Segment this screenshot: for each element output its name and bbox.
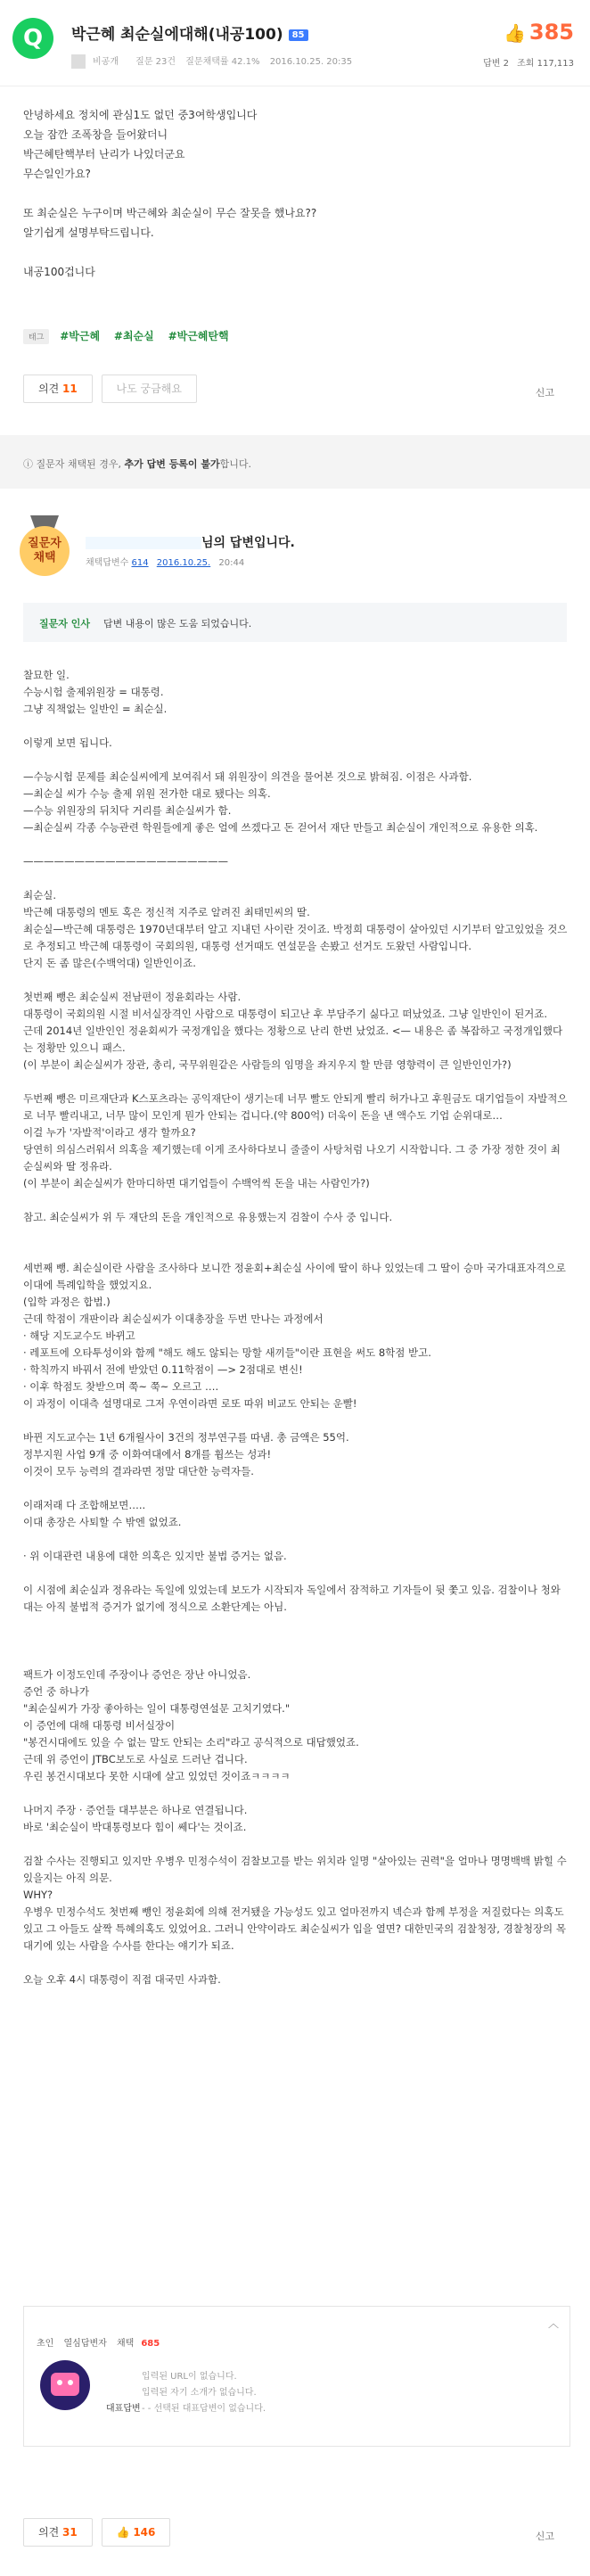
author[interactable]	[71, 57, 126, 67]
profile-avatar[interactable]	[40, 2360, 90, 2410]
answer-line: 단지 돈 좀 많은(수백억대) 일반인이죠.	[23, 957, 196, 969]
answer-line: 팩트가 이정도인데 주장이나 증언은 장난 아니었음.	[23, 1668, 251, 1681]
opinion-label: 의견	[38, 383, 60, 395]
answer-line	[23, 1412, 569, 1429]
answer-line: · 위 이대관련 내용에 대한 의혹은 있지만 불법 증거는 없음.	[23, 1550, 287, 1562]
answer-line: 찰묘한 일.	[23, 669, 70, 681]
answer-line	[23, 1226, 569, 1243]
opinion-count: 31	[62, 2526, 78, 2539]
grade: 초인	[37, 2339, 54, 2349]
answer-line: (입학 과정은 합법.)	[23, 1296, 111, 1308]
question-line	[23, 243, 558, 262]
meta-count: 질문 23건	[135, 57, 176, 67]
adopted-points: 685	[141, 2339, 160, 2349]
answer-like-button[interactable]	[102, 2518, 171, 2547]
answer-line	[23, 1565, 569, 1582]
answer-line	[23, 1531, 569, 1548]
answerer-name	[86, 533, 295, 551]
badge-title: 열심답변자	[63, 2339, 107, 2349]
answer-line	[23, 1480, 569, 1497]
tag-icon: 태그	[23, 329, 49, 344]
answer-line	[23, 1243, 569, 1260]
answer-line: (이 부분이 최순실씨가 장관, 총리, 국무위원같은 사람들의 임명을 좌지우지 할 만큼 영향력이 큰 일반인인가?)	[23, 1058, 512, 1071]
question-line: 안녕하세요 정치에 관심1도 없던 중3여학생입니다	[23, 109, 258, 121]
answer-line: 우병우 민정수석도 첫번째 뺑인 정윤회에 의해 전거됐을 가능성도 있고 얼마전까지 넥슨과 함께 부정을 저질렀다는 의혹도 있고 그 아들도 살짝 특혜의혹도 있었어요. 그러니 안약이라도 최순실씨가 입을 열면? 대한민국의 검찰청장, 경찰청장의 목대기에 있는 사람을 수사를 한다는 얘기가 되죠.	[23, 1905, 566, 1952]
author-name: 비공개	[93, 57, 119, 67]
answer-footer	[23, 2518, 567, 2550]
answer-line: 대통령이 국회의원 시절 비서실장격인 사람으로 대통령이 되고난 후 부담주기 싫다고 떠났었죠. 그냥 일반인이 된거죠.	[23, 1008, 548, 1020]
answer-line	[23, 1192, 569, 1209]
tag-list	[23, 328, 240, 344]
answer-line: 오늘 오후 4시 대통령이 직접 대국민 사과함.	[23, 1973, 221, 1986]
notice-text: 질문자 채택된 경우,	[36, 458, 121, 470]
notice	[23, 457, 251, 471]
view-count: 조회 117,113	[517, 59, 574, 69]
notice-bold: 추가 답변 등록이 불가	[124, 458, 220, 470]
answer-line: 근데 위 증언이 JTBC보도로 사실로 드러난 겁니다.	[23, 1753, 248, 1765]
answer-line: 이것이 모두 능력의 결과라면 정말 대단한 능력자들.	[23, 1465, 254, 1477]
line-key: 대표답변	[106, 2404, 141, 2414]
opinion-button[interactable]	[23, 374, 93, 403]
chevron-up-icon[interactable]: ︿	[547, 2317, 559, 2330]
question-body	[23, 105, 558, 282]
profile-line	[106, 2385, 266, 2401]
answer-line: 바뀐 지도교수는 1년 6개월사이 3건의 정부연구를 따냄. 총 금액은 55억.	[23, 1431, 349, 1444]
answer-line: 우린 봉건시대보다 못한 시대에 살고 있었던 것이죠ㅋㅋㅋㅋ	[23, 1770, 291, 1782]
answer-line: 최순실.	[23, 889, 56, 901]
answer-line	[23, 1785, 569, 1802]
report-link[interactable]: 신고	[535, 387, 554, 399]
line-value: 입력된 URL이 없습니다.	[142, 2372, 237, 2382]
answer-line: "최순실씨가 가장 좋아하는 일이 대통령연설문 고치기였다."	[23, 1702, 291, 1715]
notice-tail: 합니다.	[219, 458, 251, 470]
answer-date: 2016.10.25.	[156, 558, 211, 568]
answer-line	[23, 1074, 569, 1090]
answer-line	[23, 1633, 569, 1650]
profile-line	[106, 2401, 266, 2417]
answer-line: —최순실 씨가 수능 출제 위원 전가한 대로 됐다는 의혹.	[23, 787, 271, 800]
answer-line: · 해당 지도교수도 바뀌고	[23, 1329, 135, 1342]
medal-text: 채택	[33, 551, 56, 564]
avatar-face	[51, 2373, 79, 2396]
question-line: 내공100겁니다	[23, 266, 95, 278]
answer-line: —수능시험 문제를 최순실씨에게 보여줘서 돼 위원장이 의견을 물어본 것으로 밝혀짐. 이점은 사과함.	[23, 770, 472, 783]
question-line: 박근혜탄핵부터 난리가 나있더군요	[23, 148, 185, 160]
tag-link[interactable]: #최순실	[113, 330, 154, 342]
info-icon: ⓘ	[23, 458, 33, 470]
answer-line: 이 시점에 최순실과 정유라는 독일에 있었는데 보도가 시작되자 독일에서 잠적하고 기자들이 뒷 쫓고 있음. 검찰이나 청와대는 아직 불법적 증거가 없기에 정식으로 소환단계는 아님.	[23, 1584, 561, 1613]
answer-line: 최순실—박근혜 대통령은 1970년대부터 알고 지내던 사이란 것이죠. 박정희 대통령이 살아있던 시기부터 알고있었을 것으로 추정되고 박근혜 대통령이 국회의원, 대통령 선거때도 연설문을 손봤고 선거도 도왔던 사람입니다.	[23, 923, 568, 952]
meta-rate: 질문채택률 42.1%	[185, 57, 260, 67]
line-value: 입력된 자기 소개가 없습니다.	[142, 2388, 257, 2398]
level-badge: 85	[289, 29, 308, 41]
profile-lines	[106, 2369, 266, 2417]
adopted-count-label: 채택답변수	[86, 558, 129, 568]
answer-line: 이 과정이 이대측 설명대로 그저 우연이라면 로또 따위 비교도 안되는 운빨!	[23, 1397, 357, 1410]
answer-line: WHY?	[23, 1889, 53, 1901]
answer-line: 이걸 누가 '자발적'이라고 생각 할까요?	[23, 1126, 196, 1139]
question-header	[0, 0, 590, 86]
answer-line: 수능시험 출제위원장 = 대통령.	[23, 686, 164, 698]
profile-row	[37, 2335, 167, 2349]
thanks-label: 질문자 인사	[39, 618, 90, 630]
answer-line: 근데 2014년 일반인인 정윤회씨가 국정개입을 했다는 정황으로 난리 한번 났었죠. <— 내용은 좀 복잡하고 국정개입했다는 정황만 있으니 패스.	[23, 1025, 563, 1054]
question-meta	[71, 53, 359, 69]
line-value: - - 선택된 대표답변이 없습니다.	[142, 2404, 266, 2414]
answer-line: 박근혜 대통령의 멘토 혹은 정신적 지주로 알려진 최태민씨의 딸.	[23, 906, 310, 918]
answer-line: 이렇게 보면 됩니다.	[23, 737, 112, 749]
question-title-text: 박근혜 최순실에대해(내공100)	[71, 26, 283, 44]
answer-line: (이 부분이 최순실씨가 한마디하면 대기업들이 수백억씩 돈을 내는 사람인가?)	[23, 1177, 370, 1189]
answer-line	[23, 718, 569, 735]
answer-line: · 레포트에 오타투성이와 함께 "해도 해도 않되는 망할 새끼들"이란 표현을 써도 8학점 받고.	[23, 1346, 431, 1359]
medal-circle	[20, 526, 70, 576]
answer-heading: 님의 답변입니다.	[201, 536, 295, 550]
answer-line: "봉건시대에도 있을 수 없는 말도 안되는 소리"라고 공식적으로 대답했었죠.	[23, 1736, 359, 1749]
answer-line	[23, 836, 569, 853]
thanks-message: 답변 내용이 많은 도움 되었습니다.	[103, 618, 252, 630]
like-count: 385	[529, 20, 574, 45]
answer-line: —수능 위원장의 뒤치닥 거리를 최순실씨가 함.	[23, 804, 232, 817]
answer-line: ————————————————————	[23, 855, 228, 868]
answer-line: 근데 학점이 개판이라 최순실씨가 이대총장을 두번 만나는 과정에서	[23, 1313, 324, 1325]
answer-line	[23, 752, 569, 769]
answer-line: 정부지원 사업 9개 중 이화여대에서 8개를 휩쓰는 성과!	[23, 1448, 272, 1461]
answer-line: 두번째 뺑은 미르재단과 K스포츠라는 공익재단이 생기는데 너무 빨도 안되게 빨리 허가나고 후원금도 대기업들이 자발적으로 너무 빨리내고, 너무 많이 모인게 뭔가 안되는 겁니다.(약 800억) 더욱이 돈을 낸 액수도 기업 순위대로…	[23, 1092, 568, 1122]
answer-line: 이대 총장은 사퇴할 수 밖엔 없었죠.	[23, 1516, 182, 1528]
medal-text: 질문자	[28, 537, 61, 550]
answer-line	[23, 1616, 569, 1633]
answerer-profile-card	[23, 2306, 570, 2447]
question-line: 또 최순실은 누구이며 박근혜와 최순실이 무슨 잘못을 했나요??	[23, 207, 317, 219]
answer-line: 첫번째 뺑은 최순실씨 전남편이 정윤회라는 사람.	[23, 991, 242, 1003]
answer-line	[23, 1836, 569, 1853]
question-footer	[23, 374, 567, 407]
answer-body	[23, 667, 569, 1988]
avatar-eye	[57, 2380, 62, 2385]
avatar	[71, 54, 86, 69]
answer-line	[23, 1650, 569, 1667]
answer-line: 이 증언에 대해 대통령 비서실장이	[23, 1719, 176, 1732]
answer-line: 세번째 뺑. 최순실이란 사람을 조사하다 보니깐 정윤회+최순실 사이에 딸이 하나 있었는데 그 딸이 승마 국가대표자격으로 이대에 특례입학을 했었지요.	[23, 1262, 566, 1291]
answer-opinion-button[interactable]	[23, 2518, 93, 2547]
opinion-label: 의견	[38, 2526, 60, 2539]
questioner-thanks	[23, 603, 567, 642]
profile-line	[106, 2369, 266, 2385]
question-line: 알기쉽게 설명부탁드립니다.	[23, 226, 154, 239]
curious-button[interactable]: 나도 궁금해요	[102, 374, 197, 403]
answer-line: 검찰 수사는 진행되고 있지만 우병우 민정수석이 검찰보고를 받는 위치라 일명 "살아있는 권력"을 얼마나 명명백백 밝힐 수 있을지는 아직 의문.	[23, 1855, 567, 1884]
meta-date: 2016.10.25. 20:35	[269, 57, 353, 67]
answer-line: 이래저래 다 조합해보면…..	[23, 1499, 146, 1511]
like-button[interactable]	[504, 20, 574, 45]
question-stats	[478, 55, 574, 69]
question-line: 오늘 잠깐 조폭창을 들어왔더니	[23, 128, 168, 141]
blurred-name	[86, 537, 201, 549]
tag-link[interactable]: #박근혜탄핵	[168, 330, 229, 342]
question-line: 무슨일인가요?	[23, 168, 91, 180]
avatar-eye	[68, 2380, 73, 2385]
question-title	[71, 21, 308, 44]
adopted-count-link[interactable]: 614	[131, 558, 149, 568]
adopted-label: 채택	[117, 2339, 135, 2349]
answer-line	[23, 870, 569, 887]
answer-line: 나머지 주장 · 증언들 대부분은 하나로 연결됩니다.	[23, 1804, 248, 1816]
adopted-medal-icon	[20, 515, 70, 565]
answer-line: 증언 중 하나가	[23, 1685, 89, 1698]
answer-report-link[interactable]: 신고	[535, 2531, 554, 2542]
tag-link[interactable]: #박근혜	[60, 330, 101, 342]
answer-like-count: 146	[133, 2526, 156, 2539]
answer-line: —최순실씨 각종 수능관련 학원들에게 좋은 얼에 쓰겠다고 돈 걷어서 재단 만들고 최순실이 개인적으로 유용한 의혹.	[23, 821, 538, 834]
answer-line	[23, 972, 569, 989]
answer-meta	[86, 555, 244, 568]
answer-count: 답변 2	[483, 59, 509, 69]
thumbs-up-icon: 👍	[503, 22, 526, 44]
answer-line: · 이후 학점도 찾받으며 쭉~ 쭉~ 오르고 ….	[23, 1380, 219, 1393]
answer-line	[23, 1955, 569, 1971]
question-q-badge: Q	[12, 18, 53, 59]
answer-line: · 학칙까지 바꿔서 전에 받았던 0.11학점이 —> 2점대로 변신!	[23, 1363, 303, 1376]
answer-line: 바로 '최순실이 박대통령보다 힘이 쎄다'는 것이죠.	[23, 1821, 247, 1833]
question-line	[23, 184, 558, 203]
answer-line: 당연히 의심스러워서 의혹을 제기했는데 이게 조사하다보니 줄줄이 사탕처럼 나오기 시작합니다. 그 중 가장 정한 것이 최순실씨와 딸 정유라.	[23, 1143, 561, 1173]
thumbs-up-icon: 👍	[116, 2526, 130, 2539]
answer-time: 20:44	[218, 558, 245, 568]
answer-line: 그냥 직책없는 일반인 = 최순실.	[23, 703, 168, 715]
opinion-count: 11	[62, 383, 78, 395]
answer-line: 참고. 최순실씨가 위 두 재단의 돈을 개인적으로 유용했는지 검찰이 수사 중 입니다.	[23, 1211, 393, 1223]
